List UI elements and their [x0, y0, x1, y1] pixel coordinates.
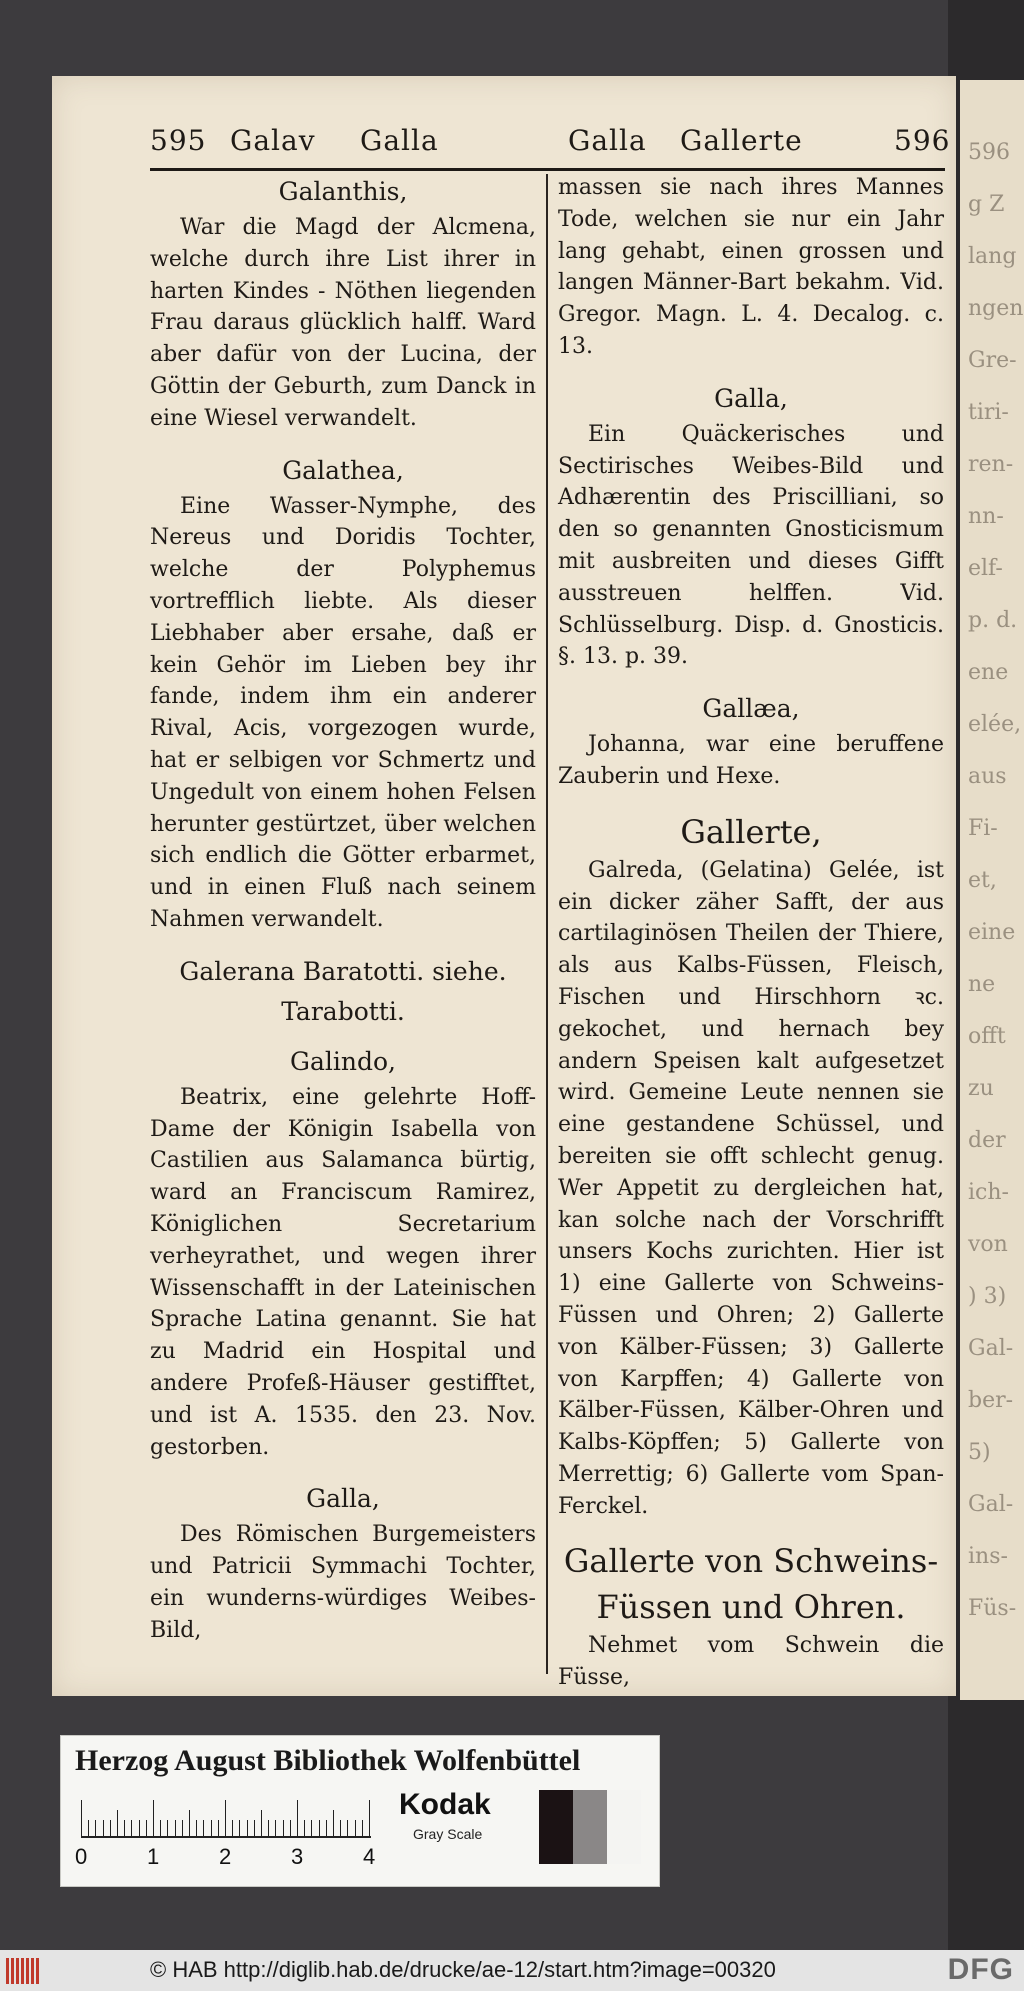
facing-page-fragment: offt [968, 1024, 1006, 1049]
entry-heading: Galla, [714, 383, 788, 413]
ruler-scale [75, 1794, 375, 1874]
facing-page-fragment: 5) [968, 1440, 991, 1465]
ruler-tick [232, 1820, 233, 1836]
facing-page-fragment: zu [968, 1076, 994, 1101]
facing-page-fragment: elée, [968, 712, 1022, 737]
footer-bar [0, 1950, 1024, 1991]
hab-logo-icon [6, 1958, 48, 1984]
recipe-heading: Gallerte von Schweins-Füssen und Ohren. [563, 1542, 939, 1627]
ruler-tick [124, 1820, 125, 1836]
facing-page-fragment: von [968, 1232, 1008, 1257]
ruler-tick [103, 1820, 104, 1836]
ruler-tick [81, 1800, 82, 1836]
facing-page-fragment: der [968, 1128, 1006, 1153]
left-column [150, 172, 536, 1652]
swatch-black [539, 1790, 573, 1864]
ruler-tick [225, 1800, 226, 1836]
gray-scale-label: Gray Scale [413, 1826, 483, 1842]
ruler-tick [311, 1820, 312, 1836]
facing-page-fragment: et, [968, 868, 997, 893]
ruler-tick [218, 1820, 219, 1836]
entry-text: Galreda, (Gelatina) Gelée, ist ein dicker zäher Safft, der aus cartilaginösen Theilen der Thiere, als aus Kalbs-Füssen, Fleisch, Fischen und Hirschhorn ꝛc. gekochet, und hernach bey andern Speisen kalt aufgesetzet wird. Gemeine Leute nennen sie eine gestandene Schüssel, und bereiten sie offt schlecht genug. Wer Appetit zu dergleichen hat, kan solche nach der Vorschrifft unsers Kochs zurichten. Hier ist 1) eine Gallerte von Schweins-Füssen und Ohren; 2) Gallerte von Kälber-Füssen; 3) Gallerte von Karpffen; 4) Gallerte von Kälber-Füssen, Kälber-Ohren und Kalbs-Köpffen; 5) Gallerte von Merrettig; 6) Gallerte vom Span-Ferckel. [558, 857, 944, 1519]
color-calibration-card [60, 1735, 660, 1887]
facing-page-fragment: p. d. [968, 608, 1018, 633]
ruler-tick [369, 1800, 370, 1836]
facing-page-fragment: elf- [968, 556, 1003, 581]
entry-text: Beatrix, eine gelehrte Hoff-Dame der Königin Isabella von Castilien aus Salamanca bürtig, ward an Franciscum Ramirez, Königlichen Secretarium verheyrathet, und wegen ihrer Wissenschafft in der Lateinischen Sprache Latina genannt. Sie hat zu Madrid ein Hospital und andere Profeß-Häuser gestifftet, und ist A. 1535. den 23. Nov. gestorben. [150, 1084, 536, 1460]
entry-text: Eine Wasser-Nymphe, des Nereus und Doridis Tochter, welche der Polyphemus vortrefflich liebte. Als dieser Liebhaber aber ersahe, daß er kein Gehör im Lieben bey ihr fande, indem ihm ein anderer Rival, Acis, vorgezogen wurde, hat er selbigen vor Schmertz und Ungedult von einem hohen Felsen herunter gestürtzet, über welchen sich endlich die Götter erbarmet, und in einen Fluß nach seinem Nahmen verwandelt. [150, 493, 536, 932]
ruler-tick [167, 1820, 168, 1836]
column-divider [546, 174, 548, 1674]
right-column [558, 172, 944, 1700]
entry-heading: Galla, [306, 1484, 380, 1514]
right-page-number: 596 [894, 124, 951, 157]
cross-reference: Galerana Baratotti. siehe. Tarabotti. [179, 956, 507, 1026]
left-catchword-2: Galla [360, 124, 439, 157]
entry-heading: Galathea, [282, 455, 404, 485]
entry-heading: Gallæa, [702, 694, 800, 724]
ruler-tick [261, 1810, 262, 1836]
ruler-tick [319, 1820, 320, 1836]
entry-text: Johanna, war eine beruffene Zauberin und Hexe. [558, 732, 944, 789]
ruler-tick [211, 1820, 212, 1836]
ruler-tick [160, 1820, 161, 1836]
entry-text: massen sie nach ihres Mannes Tode, welchen sie nur ein Jahr lang gehabt, einen grossen und langen Männer-Bart bekahm. Vid. Gregor. Magn. L. 4. Decalog. c. 13. [558, 175, 944, 359]
ruler-tick [239, 1820, 240, 1836]
ruler-tick [131, 1820, 132, 1836]
ruler-tick [290, 1820, 291, 1836]
ruler-tick [117, 1810, 118, 1836]
header-rule [150, 168, 945, 171]
facing-page-fragment: 596 [968, 140, 1010, 165]
ruler-tick [175, 1820, 176, 1836]
ruler-tick [146, 1820, 147, 1836]
entry-text: Nehmet vom Schwein die Füsse, [558, 1633, 944, 1691]
facing-page-fragment: lang [968, 244, 1017, 269]
facing-page-fragment: Fi- [968, 816, 998, 841]
entry-text: War die Magd der Alcmena, welche durch ihre List ihrer in harten Kindes - Nöthen liegenden Frau daraus glücklich halff. Ward aber dafür von der Lucina, der Göttin der Geburth, zum Danck in eine Wiesel verwandelt. [150, 215, 536, 431]
facing-page-fragment: ) 3) [968, 1284, 1007, 1309]
ruler-tick [153, 1800, 154, 1836]
facing-page-fragment: Gal- [968, 1492, 1014, 1517]
entry-text: Des Römischen Burgemeisters und Patricii Symmachi Tochter, ein wunderns-würdiges Weibes-Bild, [150, 1522, 536, 1643]
ruler-tick [254, 1820, 255, 1836]
ruler-tick [189, 1810, 190, 1836]
facing-page-fragment: nn- [968, 504, 1004, 529]
facing-page-fragment: ne [968, 972, 996, 997]
left-catchword-1: Galav [230, 124, 316, 157]
left-page-number: 595 [150, 124, 207, 157]
ruler-tick [110, 1820, 111, 1836]
kodak-logo: Kodak [399, 1788, 491, 1821]
right-catchword-1: Galla [568, 124, 647, 157]
ruler-number: 1 [147, 1844, 160, 1869]
facing-page-fragment: ich- [968, 1180, 1009, 1205]
ruler-tick [283, 1820, 284, 1836]
facing-page-fragment: Füs- [968, 1596, 1017, 1621]
dfg-logo: DFG [947, 1953, 1014, 1986]
entry-heading-large: Gallerte, [680, 812, 822, 851]
entry-heading: Galindo, [290, 1046, 396, 1076]
ruler-number: 4 [363, 1844, 376, 1869]
ruler-tick [326, 1820, 327, 1836]
facing-page-fragment: ene [968, 660, 1009, 685]
facing-page-fragment: g Z [968, 192, 1005, 217]
facing-page-fragment: ins- [968, 1544, 1008, 1569]
ruler-tick [304, 1820, 305, 1836]
ruler-tick [203, 1820, 204, 1836]
ruler-number: 2 [219, 1844, 232, 1869]
ruler-tick [268, 1820, 269, 1836]
library-name: Herzog August Bibliothek Wolfenbüttel [75, 1744, 581, 1777]
page-header [150, 124, 951, 164]
facing-page-edge [960, 80, 1024, 1700]
book-page [52, 76, 956, 1696]
swatch-gray [573, 1790, 607, 1864]
ruler-number: 3 [291, 1844, 304, 1869]
entry-heading: Galanthis, [278, 177, 408, 206]
ruler-tick [362, 1820, 363, 1836]
entry-text: Ein Quäckerisches und Sectirisches Weibes-Bild und Adhærentin des Priscilliani, so den so genannten Gnosticismum mit ausbreiten und dieses Gifft ausstreuen helffen. Vid. Schlüsselburg. Disp. d. Gnosticis. §. 13. p. 39. [558, 421, 944, 670]
ruler-tick [297, 1800, 298, 1836]
facing-page-fragment: ngen [968, 296, 1024, 321]
ruler-tick [355, 1820, 356, 1836]
ruler-number: 0 [75, 1844, 88, 1869]
facing-page-fragment: tiri- [968, 400, 1009, 425]
facing-page-fragment: ren- [968, 452, 1014, 477]
ruler-tick [182, 1820, 183, 1836]
ruler-tick [88, 1820, 89, 1836]
ruler-tick [333, 1810, 334, 1836]
facing-page-fragment: Gre- [968, 348, 1017, 373]
ruler-tick [275, 1820, 276, 1836]
ruler-tick [340, 1820, 341, 1836]
swatch-white [607, 1790, 641, 1864]
facing-page-fragment: Gal- [968, 1336, 1014, 1361]
right-catchword-2: Gallerte [680, 124, 803, 157]
facing-page-fragment: ber- [968, 1388, 1014, 1413]
ruler-tick [95, 1820, 96, 1836]
facing-page-fragment: aus [968, 764, 1007, 789]
ruler-tick [196, 1820, 197, 1836]
copyright-url[interactable]: © HAB http://diglib.hab.de/drucke/ae-12/start.htm?image=00320 [150, 1957, 776, 1982]
ruler-tick [247, 1820, 248, 1836]
facing-page-fragment: eine [968, 920, 1016, 945]
ruler-tick [347, 1820, 348, 1836]
ruler-tick [139, 1820, 140, 1836]
